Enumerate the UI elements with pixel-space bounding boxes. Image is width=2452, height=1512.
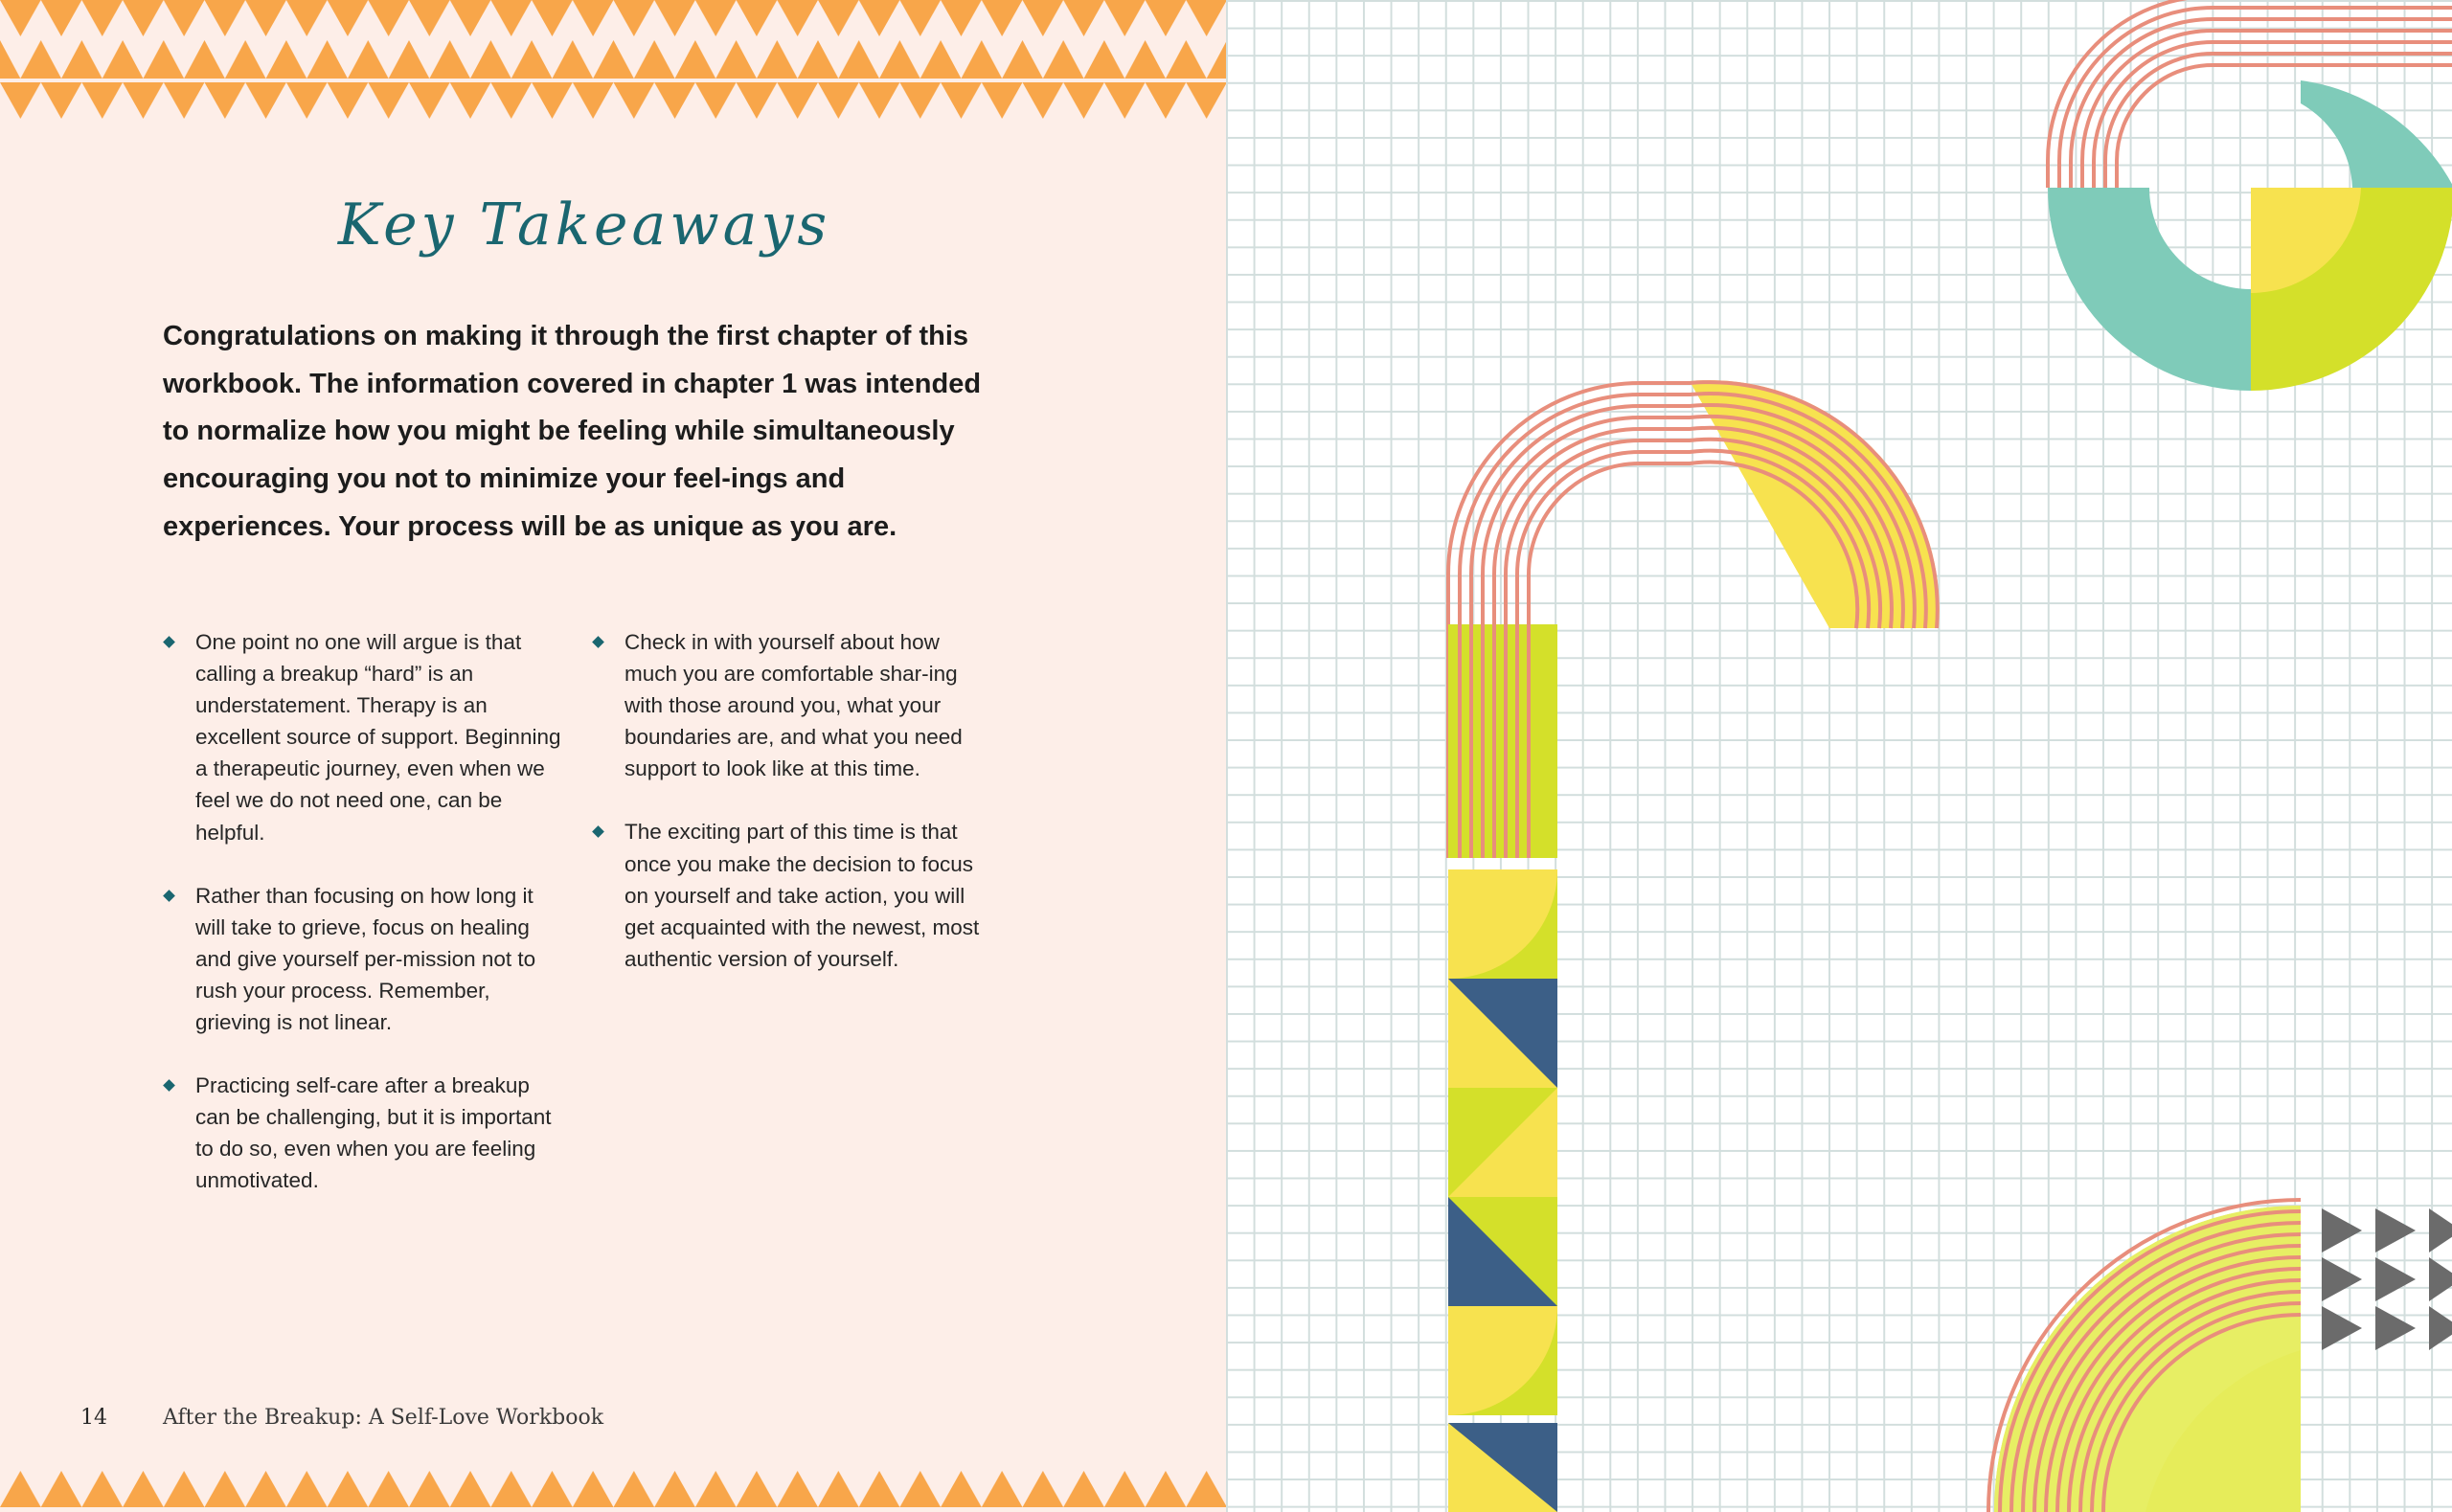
running-footer-title: After the Breakup: A Self-Love Workbook: [163, 1406, 604, 1430]
bottom-triangle-border: [0, 1467, 1226, 1512]
tile-column: [1448, 869, 1557, 1512]
page-number: 14: [80, 1406, 107, 1430]
diamond-bullet-icon: [592, 826, 604, 839]
bullet-column-left: [163, 626, 565, 1229]
list-item: [592, 816, 994, 974]
diamond-bullet-icon: [163, 636, 175, 648]
top-triangle-border: [0, 0, 1226, 123]
right-page-illustration: [1226, 0, 2452, 1512]
bullet-text: Rather than focusing on how long it will take to grieve, focus on healing and give yourself per-mission not to rush your process. Remember, grieving is not linear.: [195, 883, 536, 1035]
gray-triangle-arrows: [2322, 1208, 2452, 1350]
bullet-text: Check in with yourself about how much you are comfortable shar-ing with those around you, what your boundaries are, and what you need support to look like at this time.: [624, 630, 963, 781]
intro-paragraph: Congratulations on making it through the first chapter of this workbook. The information covered in chapter 1 was intended to normalize how you might be feeling while simultaneously encouraging you not to minimize your feel-ings and experiences. Your process will be as unique as you are.: [163, 321, 982, 542]
page-title: Key Takeaways: [337, 192, 831, 259]
list-item: [163, 626, 565, 848]
list-item: [163, 880, 565, 1038]
diamond-bullet-icon: [592, 636, 604, 648]
top-ring-shape: [2048, 80, 2452, 391]
bullet-text: One point no one will argue is that calling a breakup “hard” is an understatement. Therapy is an excellent source of support. Beginning a therapeutic journey, even when we feel we do not need one, can be helpful.: [195, 630, 561, 845]
list-item: [592, 626, 994, 784]
list-item: [163, 1070, 565, 1196]
lime-striped-block: [1448, 624, 1557, 858]
bullet-text: The exciting part of this time is that once you make the decision to focus on yourself and take action, you will get acquainted with the newest, most authentic version of yourself.: [624, 820, 980, 971]
geometric-artwork: [1226, 0, 2452, 1512]
bullet-text: Practicing self-care after a breakup can be challenging, but it is important to do so, even when you are feeling unmotivated.: [195, 1073, 552, 1193]
diamond-bullet-icon: [163, 1079, 175, 1092]
diamond-bullet-icon: [163, 890, 175, 902]
bullet-column-right: [592, 626, 994, 1006]
